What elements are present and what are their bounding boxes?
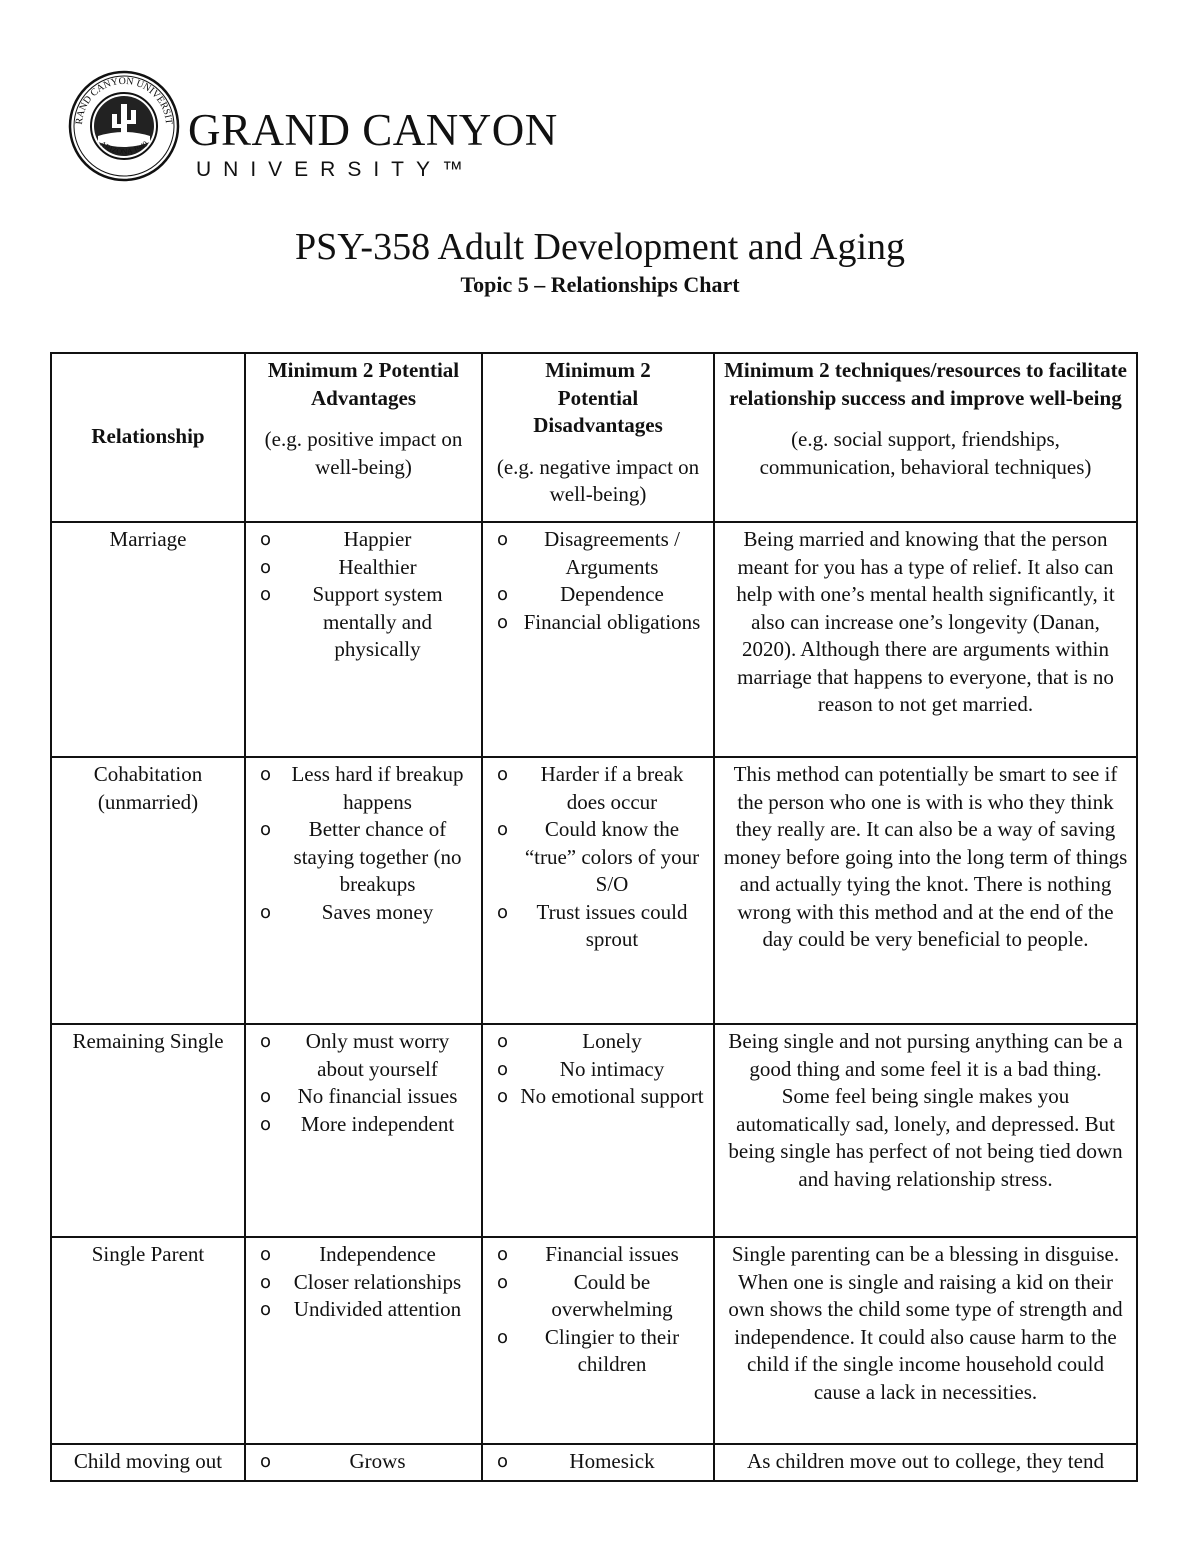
disadvantages-cell xyxy=(482,1237,714,1444)
advantages-cell xyxy=(245,1237,482,1444)
table-header-row xyxy=(51,353,1137,522)
advantages-cell xyxy=(245,1024,482,1237)
advantage-item: o Only must worry about yourself xyxy=(254,1028,473,1083)
advantages-cell xyxy=(245,757,482,1024)
advantage-item: o Undivided attention xyxy=(254,1296,473,1324)
disadvantage-item: o Financial obligations xyxy=(491,609,705,637)
advantage-item: o More independent xyxy=(254,1111,473,1139)
table-row xyxy=(51,1237,1137,1444)
relationships-table xyxy=(50,352,1138,1482)
disadvantages-cell xyxy=(482,1024,714,1237)
techniques-cell: Single parenting can be a blessing in disguise. When one is single and raising a kid on their own shows the child some type of strength and independence. It could also cause harm to the child if the single income household could cause a lack in necessities. xyxy=(714,1237,1137,1444)
header-techniques xyxy=(714,353,1137,522)
relationship-cell: Marriage xyxy=(51,522,245,757)
university-logo xyxy=(68,70,558,185)
relationship-cell xyxy=(51,1444,245,1481)
header-disadvantages-hint: (e.g. negative impact on well-being) xyxy=(496,454,700,506)
table-row xyxy=(51,522,1137,757)
disadvantage-item: o Disagreements / Arguments xyxy=(491,526,705,581)
advantage-item: o Grows xyxy=(254,1448,473,1476)
header-relationship: Relationship xyxy=(51,353,245,522)
disadvantage-item: o Could be overwhelming xyxy=(491,1269,705,1324)
header-disadvantages xyxy=(482,353,714,522)
disadvantage-item: o Dependence xyxy=(491,581,705,609)
advantage-item: o Saves money xyxy=(254,899,473,927)
disadvantage-item: o Lonely xyxy=(491,1028,705,1056)
advantage-item: o Support system mentally and physically xyxy=(254,581,473,664)
disadvantage-item: o Harder if a break does occur xyxy=(491,761,705,816)
disadvantage-item: o No intimacy xyxy=(491,1056,705,1084)
svg-text:GRAND CANYON UNIVERSITY: RAND CANYON UNIVERSIT xyxy=(73,75,175,126)
advantage-item: o No financial issues xyxy=(254,1083,473,1111)
header-advantages-hint: (e.g. positive impact on well-being) xyxy=(264,427,463,479)
relationship-cell: Single Parent xyxy=(51,1237,245,1444)
advantages-cell xyxy=(245,1444,482,1481)
advantages-cell xyxy=(245,522,482,757)
svg-text:ARIZONA 1949: ARIZONA 1949 xyxy=(98,139,150,157)
disadvantage-item: o Could know the “true” colors of your S/O xyxy=(491,816,705,899)
advantage-item: o Healthier xyxy=(254,554,473,582)
advantage-item: o Closer relationships xyxy=(254,1269,473,1297)
relationship-cell: Cohabitation (unmarried) xyxy=(51,757,245,1024)
advantage-item: o Less hard if breakup happens xyxy=(254,761,473,816)
disadvantage-item: o Clingier to their children xyxy=(491,1324,705,1379)
disadvantages-cell xyxy=(482,757,714,1024)
table-row xyxy=(51,1444,1137,1481)
techniques-cell: Being single and not pursing anything can be a good thing and some feel it is a bad thing. Some feel being single makes you automatically sad, lonely, and depressed. But being single has perfect of not being tied down and having relationship stress. xyxy=(714,1024,1137,1237)
document-title: PSY-358 Adult Development and Aging xyxy=(294,226,906,268)
disadvantages-cell xyxy=(482,522,714,757)
header-advantages xyxy=(245,353,482,522)
disadvantage-item: o Trust issues could sprout xyxy=(491,899,705,954)
relationship-cell: Remaining Single xyxy=(51,1024,245,1237)
techniques-cell xyxy=(714,1444,1137,1481)
techniques-text: As children move out to college, they tend xyxy=(747,1449,1104,1473)
university-subname: UNIVERSITY™ xyxy=(196,158,476,181)
seal-lettering xyxy=(68,70,180,182)
table-row xyxy=(51,757,1137,1024)
techniques-cell: This method can potentially be smart to see if the person who one is with is who they think they really are. It can also be a way of saving money before going into the long term of things and actually tying the knot. There is nothing wrong with this method and at the end of the day could be very beneficial to people. xyxy=(714,757,1137,1024)
disadvantage-item: o No emotional support xyxy=(491,1083,705,1111)
disadvantage-item: o Financial issues xyxy=(491,1241,705,1269)
disadvantage-item: o Homesick xyxy=(491,1448,705,1476)
techniques-cell: Being married and knowing that the person meant for you has a type of relief. It also can help with one’s mental health significantly, it also can increase one’s longevity (Danan, 2020). Although there are arguments within marriage that happens to everyone, that is no reason to not get married. xyxy=(714,522,1137,757)
document-subtitle: Topic 5 – Relationships Chart xyxy=(460,272,740,297)
relationship-label: Child moving out xyxy=(73,1449,223,1473)
header-techniques-hint: (e.g. social support, friendships, communication, behavioral techniques) xyxy=(759,427,1092,479)
header-disadvantages-title: Minimum 2 Potential Disadvantages xyxy=(533,358,663,437)
advantage-item: o Happier xyxy=(254,526,473,554)
advantage-item: o Independence xyxy=(254,1241,473,1269)
advantage-item: o Better chance of staying together (no breakups xyxy=(254,816,473,899)
table-row xyxy=(51,1024,1137,1237)
disadvantages-cell xyxy=(482,1444,714,1481)
header-techniques-title: Minimum 2 techniques/resources to facilitate relationship success and improve well-being xyxy=(724,358,1127,410)
university-name: GRAND CANYON xyxy=(188,105,558,155)
header-advantages-title: Minimum 2 Potential Advantages xyxy=(267,358,460,410)
